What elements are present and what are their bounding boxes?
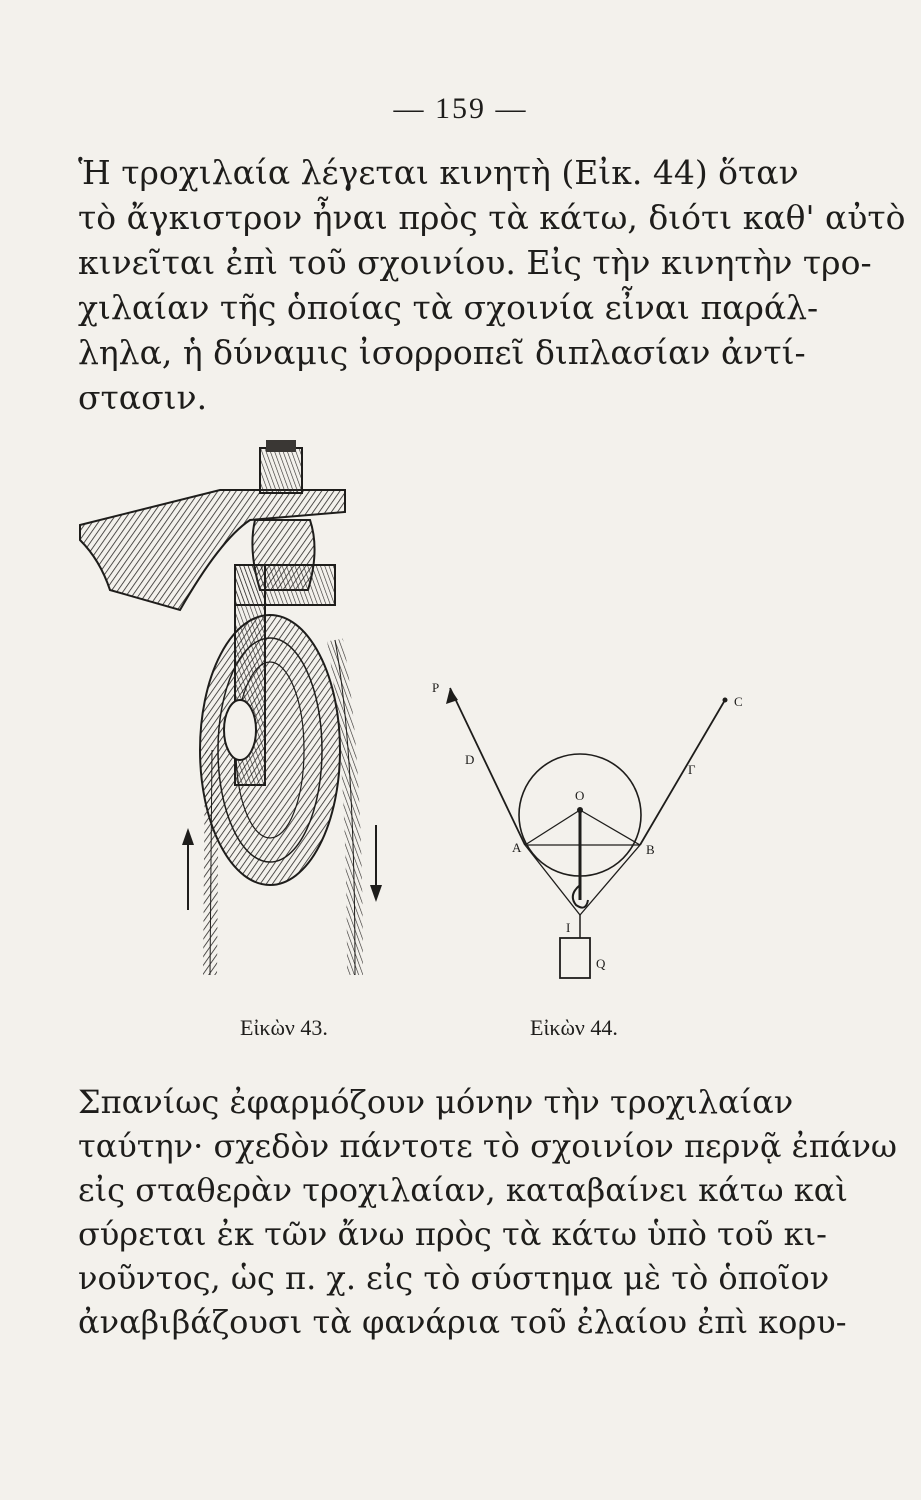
figure-44-movable-pulley-diagram: [420, 670, 760, 1010]
text-line: στασιν.: [78, 378, 208, 417]
paragraph-1: [78, 150, 906, 420]
label-A: A: [512, 840, 522, 855]
label-I: I: [566, 920, 571, 935]
label-P: P: [432, 680, 440, 695]
label-O: O: [575, 788, 585, 803]
label-B: B: [646, 842, 655, 857]
label-D: D: [465, 752, 475, 767]
text-line: νοῦντος, ὡς π. χ. εἰς τὸ σύστημα μὲ τὸ ὁποῖον: [78, 1259, 830, 1297]
text-line: εἰς σταθερὰν τροχιλαίαν, καταβαίνει κάτω καὶ: [78, 1171, 848, 1209]
text-line: Σπανίως ἐφαρμόζουν μόνην τὴν τροχιλαίαν: [78, 1083, 794, 1121]
text-line: τὸ ἄγκιστρον ἦναι πρὸς τὰ κάτω, διότι καθ' αὐτὸ: [78, 198, 906, 237]
text-line: ληλα, ἡ δύναμις ἰσορροπεῖ διπλασίαν ἀντί-: [78, 333, 806, 372]
figure-43-caption: Εἰκὼν 43.: [240, 1015, 328, 1040]
text-line: Ἡ τροχιλαία λέγεται κινητὴ (Εἰκ. 44) ὅταν: [78, 153, 799, 192]
text-line: κινεῖται ἐπὶ τοῦ σχοινίου. Εἰς τὴν κινητὴν τρο-: [78, 243, 872, 282]
figure-43-pulley-engraving: [70, 440, 390, 1000]
text-line: ταύτην· σχεδὸν πάντοτε τὸ σχοινίον περνᾷ ἐπάνω: [78, 1127, 898, 1165]
paragraph-2: [78, 1080, 898, 1344]
text-line: σύρεται ἐκ τῶν ἄνω πρὸς τὰ κάτω ὑπὸ τοῦ κι-: [78, 1215, 827, 1253]
text-line: χιλαίαν τῆς ὁποίας τὰ σχοινία εἶναι παράλ-: [78, 288, 819, 327]
text-line: ἀναβιβάζουσι τὰ φανάρια τοῦ ἐλαίου ἐπὶ κορυ-: [78, 1303, 847, 1341]
label-C: C: [734, 694, 743, 709]
label-Gamma: Γ: [688, 762, 696, 777]
label-Q: Q: [596, 956, 606, 971]
figure-44-caption: Εἰκὼν 44.: [530, 1015, 618, 1040]
page-number: — 159 —: [393, 92, 528, 125]
